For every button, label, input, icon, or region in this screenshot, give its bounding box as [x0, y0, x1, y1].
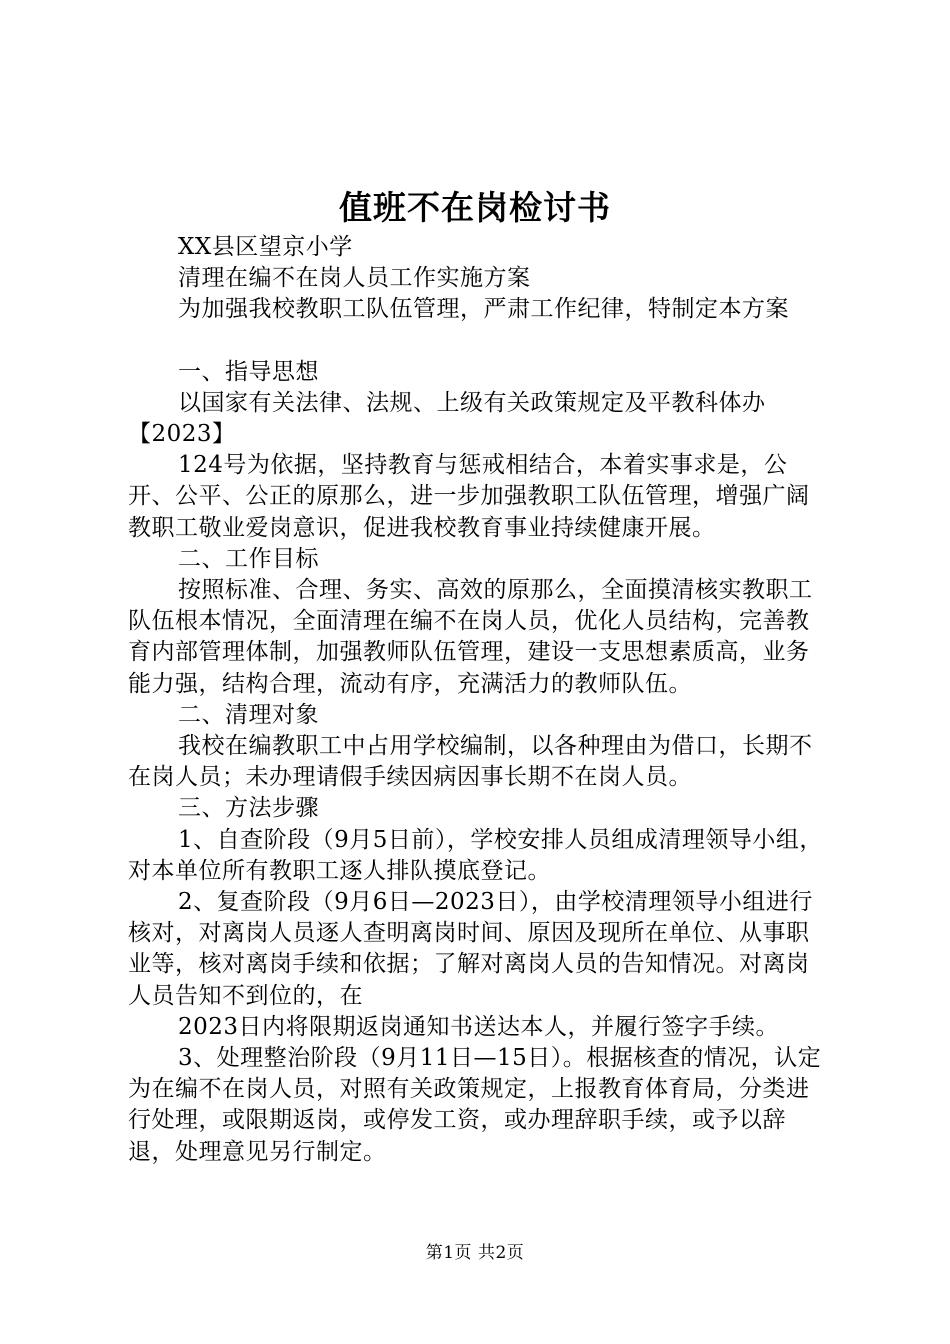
section-heading-goals: 二、工作目标	[178, 545, 319, 572]
section-heading-guiding: 一、指导思想	[178, 358, 319, 385]
intro-paragraph: 为加强我校教职工队伍管理，严肃工作纪律，特制定本方案	[178, 296, 789, 323]
goals-paragraph: 按照标准、合理、务实、高效的原那么，全面摸清核实教职工队伍根本情况，全面清理在编不在岗人员，优化人员结构，完善教育内部管理体制，加强教师队伍管理，建设一支思想素质高，业务能力强，结构合理，流动有序，充满活力的教师队伍。	[128, 577, 813, 697]
section-heading-steps: 三、方法步骤	[178, 795, 319, 822]
guiding-paragraph-1: 以国家有关法律、法规、上级有关政策规定及平教科体办	[178, 389, 766, 416]
step-3-paragraph: 3、处理整治阶段（9月11日—15日）。根据核查的情况，认定为在编不在岗人员，对照有关政策规定，上报教育体育局，分类进行处理，或限期返岗，或停发工资，或办理辞职手续，或予以辞退，处理意见另行制定。	[128, 1045, 822, 1165]
plan-title: 清理在编不在岗人员工作实施方案	[178, 265, 531, 292]
section-heading-targets: 二、清理对象	[178, 701, 319, 728]
school-name: XX县区望京小学	[178, 234, 353, 260]
page-footer: 第1页 共2页	[425, 1243, 525, 1263]
document-body	[128, 232, 828, 1168]
step-2-paragraph: 2、复查阶段（9月6日—2023日），由学校清理领导小组进行核对，对离岗人员逐人查明离岗时间、原因及现所在单位、从事职业等，核对离岗手续和依据；了解对离岗人员的告知情况。对离岗人员告知不到位的，在	[128, 889, 813, 1009]
step-1-paragraph: 1、自查阶段（9月5日前），学校安排人员组成清理领导小组，对本单位所有教职工逐人排队摸底登记。	[128, 826, 823, 884]
step-2-continuation: 2023日内将限期返岗通知书送达本人，并履行签字手续。	[178, 1013, 780, 1040]
guiding-paragraph-2: 【2023】	[128, 421, 236, 448]
spacer	[128, 326, 828, 357]
guiding-paragraph-3: 124号为依据，坚持教育与惩戒相结合，本着实事求是，公开、公平、公正的原那么，进一步加强教职工队伍管理，增强广阔教职工敬业爱岗意识，促进我校教育事业持续健康开展。	[128, 452, 810, 541]
targets-paragraph: 我校在编教职工中占用学校编制，以各种理由为借口，长期不在岗人员；未办理请假手续因病因事长期不在岗人员。	[128, 733, 813, 791]
document-title: 值班不在岗检讨书	[339, 188, 611, 227]
